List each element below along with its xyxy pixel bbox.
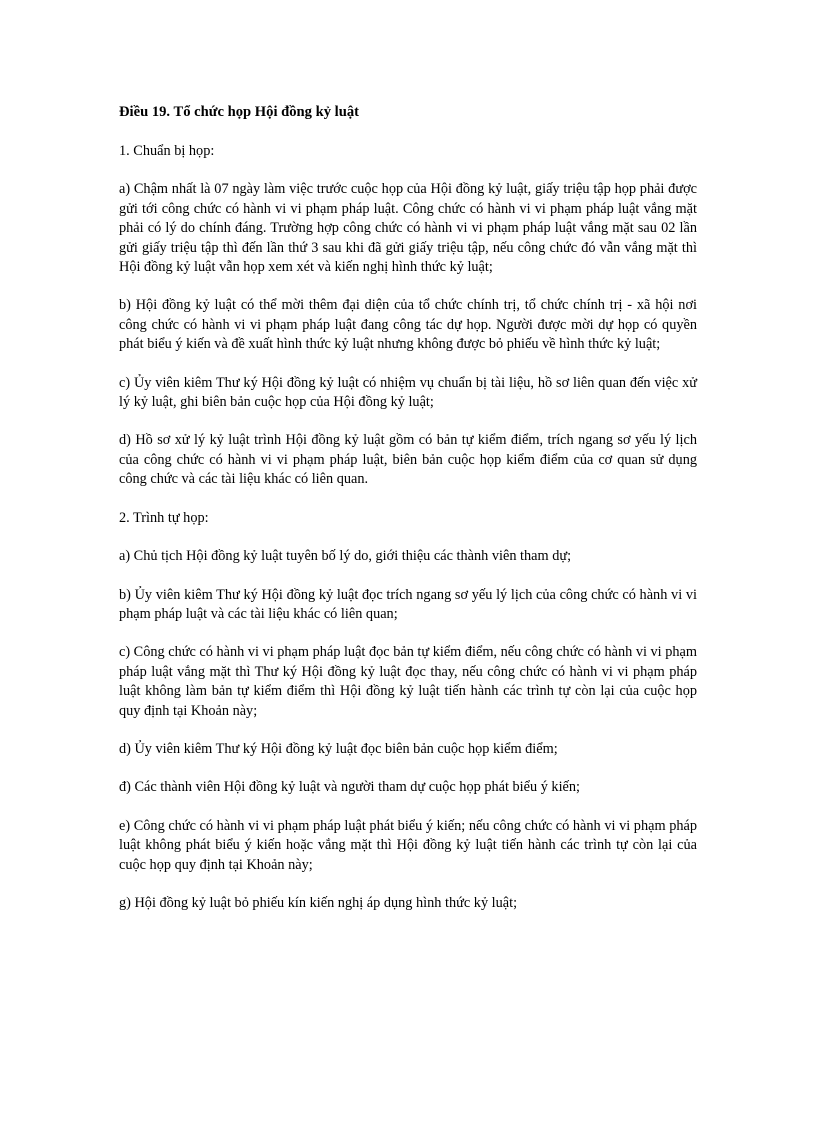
clause-1a: a) Chậm nhất là 07 ngày làm việc trước cuộc họp của Hội đồng kỷ luật, giấy triệu tập họp phải được gửi tới công chức có hành vi vi phạm pháp luật. Công chức có hành vi vi phạm pháp luật vắng mặt phải có lý do chính đáng. Trường hợp công chức có hành vi vi phạm pháp luật vắng mặt sau 02 lần gửi giấy triệu tập thì đến lần thứ 3 sau khi đã gửi giấy triệu tập, nếu công chức đó vẫn vắng mặt thì Hội đồng kỷ luật vẫn họp xem xét và kiến nghị hình thức kỷ luật; (119, 181, 697, 276)
clause-1b: b) Hội đồng kỷ luật có thể mời thêm đại diện của tổ chức chính trị, tổ chức chính trị - xã hội nơi công chức có hành vi vi phạm pháp luật đang công tác dự họp. Người được mời dự họp có quyền phát biểu ý kiến và đề xuất hình thức kỷ luật nhưng không được bỏ phiếu về hình thức kỷ luật; (119, 297, 697, 353)
clause-2e: e) Công chức có hành vi vi phạm pháp luật phát biểu ý kiến; nếu công chức có hành vi vi phạm pháp luật không phát biểu ý kiến hoặc vắng mặt thì Hội đồng kỷ luật tiến hành các trình tự còn lại của cuộc họp quy định tại Khoản này; (119, 817, 697, 873)
article-title: Điều 19. Tổ chức họp Hội đồng kỷ luật (119, 104, 360, 120)
section-heading-preparation: 1. Chuẩn bị họp: (119, 143, 215, 159)
clause-2a: a) Chủ tịch Hội đồng kỷ luật tuyên bố lý do, giới thiệu các thành viên tham dự; (119, 548, 572, 565)
clause-2d: d) Ủy viên kiêm Thư ký Hội đồng kỷ luật đọc biên bản cuộc họp kiểm điểm; (119, 740, 558, 757)
clause-2dd: đ) Các thành viên Hội đồng kỷ luật và người tham dự cuộc họp phát biểu ý kiến; (119, 779, 581, 796)
clause-1d: d) Hồ sơ xử lý kỷ luật trình Hội đồng kỷ luật gồm có bản tự kiểm điểm, trích ngang sơ yếu lý lịch của công chức có hành vi vi phạm pháp luật, biên bản cuộc họp kiểm điểm của cơ quan sử dụng công chức và các tài liệu khác có liên quan. (119, 432, 697, 488)
clause-2g: g) Hội đồng kỷ luật bỏ phiếu kín kiến nghị áp dụng hình thức kỷ luật; (119, 894, 518, 911)
clause-2b: b) Ủy viên kiêm Thư ký Hội đồng kỷ luật đọc trích ngang sơ yếu lý lịch của công chức có hành vi vi phạm pháp luật và các tài liệu khác có liên quan; (119, 586, 697, 622)
clause-1c: c) Ủy viên kiêm Thư ký Hội đồng kỷ luật có nhiệm vụ chuẩn bị tài liệu, hồ sơ liên quan đến việc xử lý kỷ luật, ghi biên bản cuộc họp của Hội đồng kỷ luật; (119, 374, 697, 411)
clause-2c: c) Công chức có hành vi vi phạm pháp luật đọc bản tự kiểm điểm, nếu công chức có hành vi vi phạm pháp luật vắng mặt thì Thư ký Hội đồng kỷ luật đọc thay, nếu công chức có hành vi vi phạm pháp luật không làm bản tự kiểm điểm thì Hội đồng kỷ luật tiến hành các trình tự còn lại của cuộc họp quy định tại Khoản này; (119, 644, 697, 719)
document-page (119, 102, 697, 932)
section-heading-procedure: 2. Trình tự họp: (119, 509, 209, 526)
